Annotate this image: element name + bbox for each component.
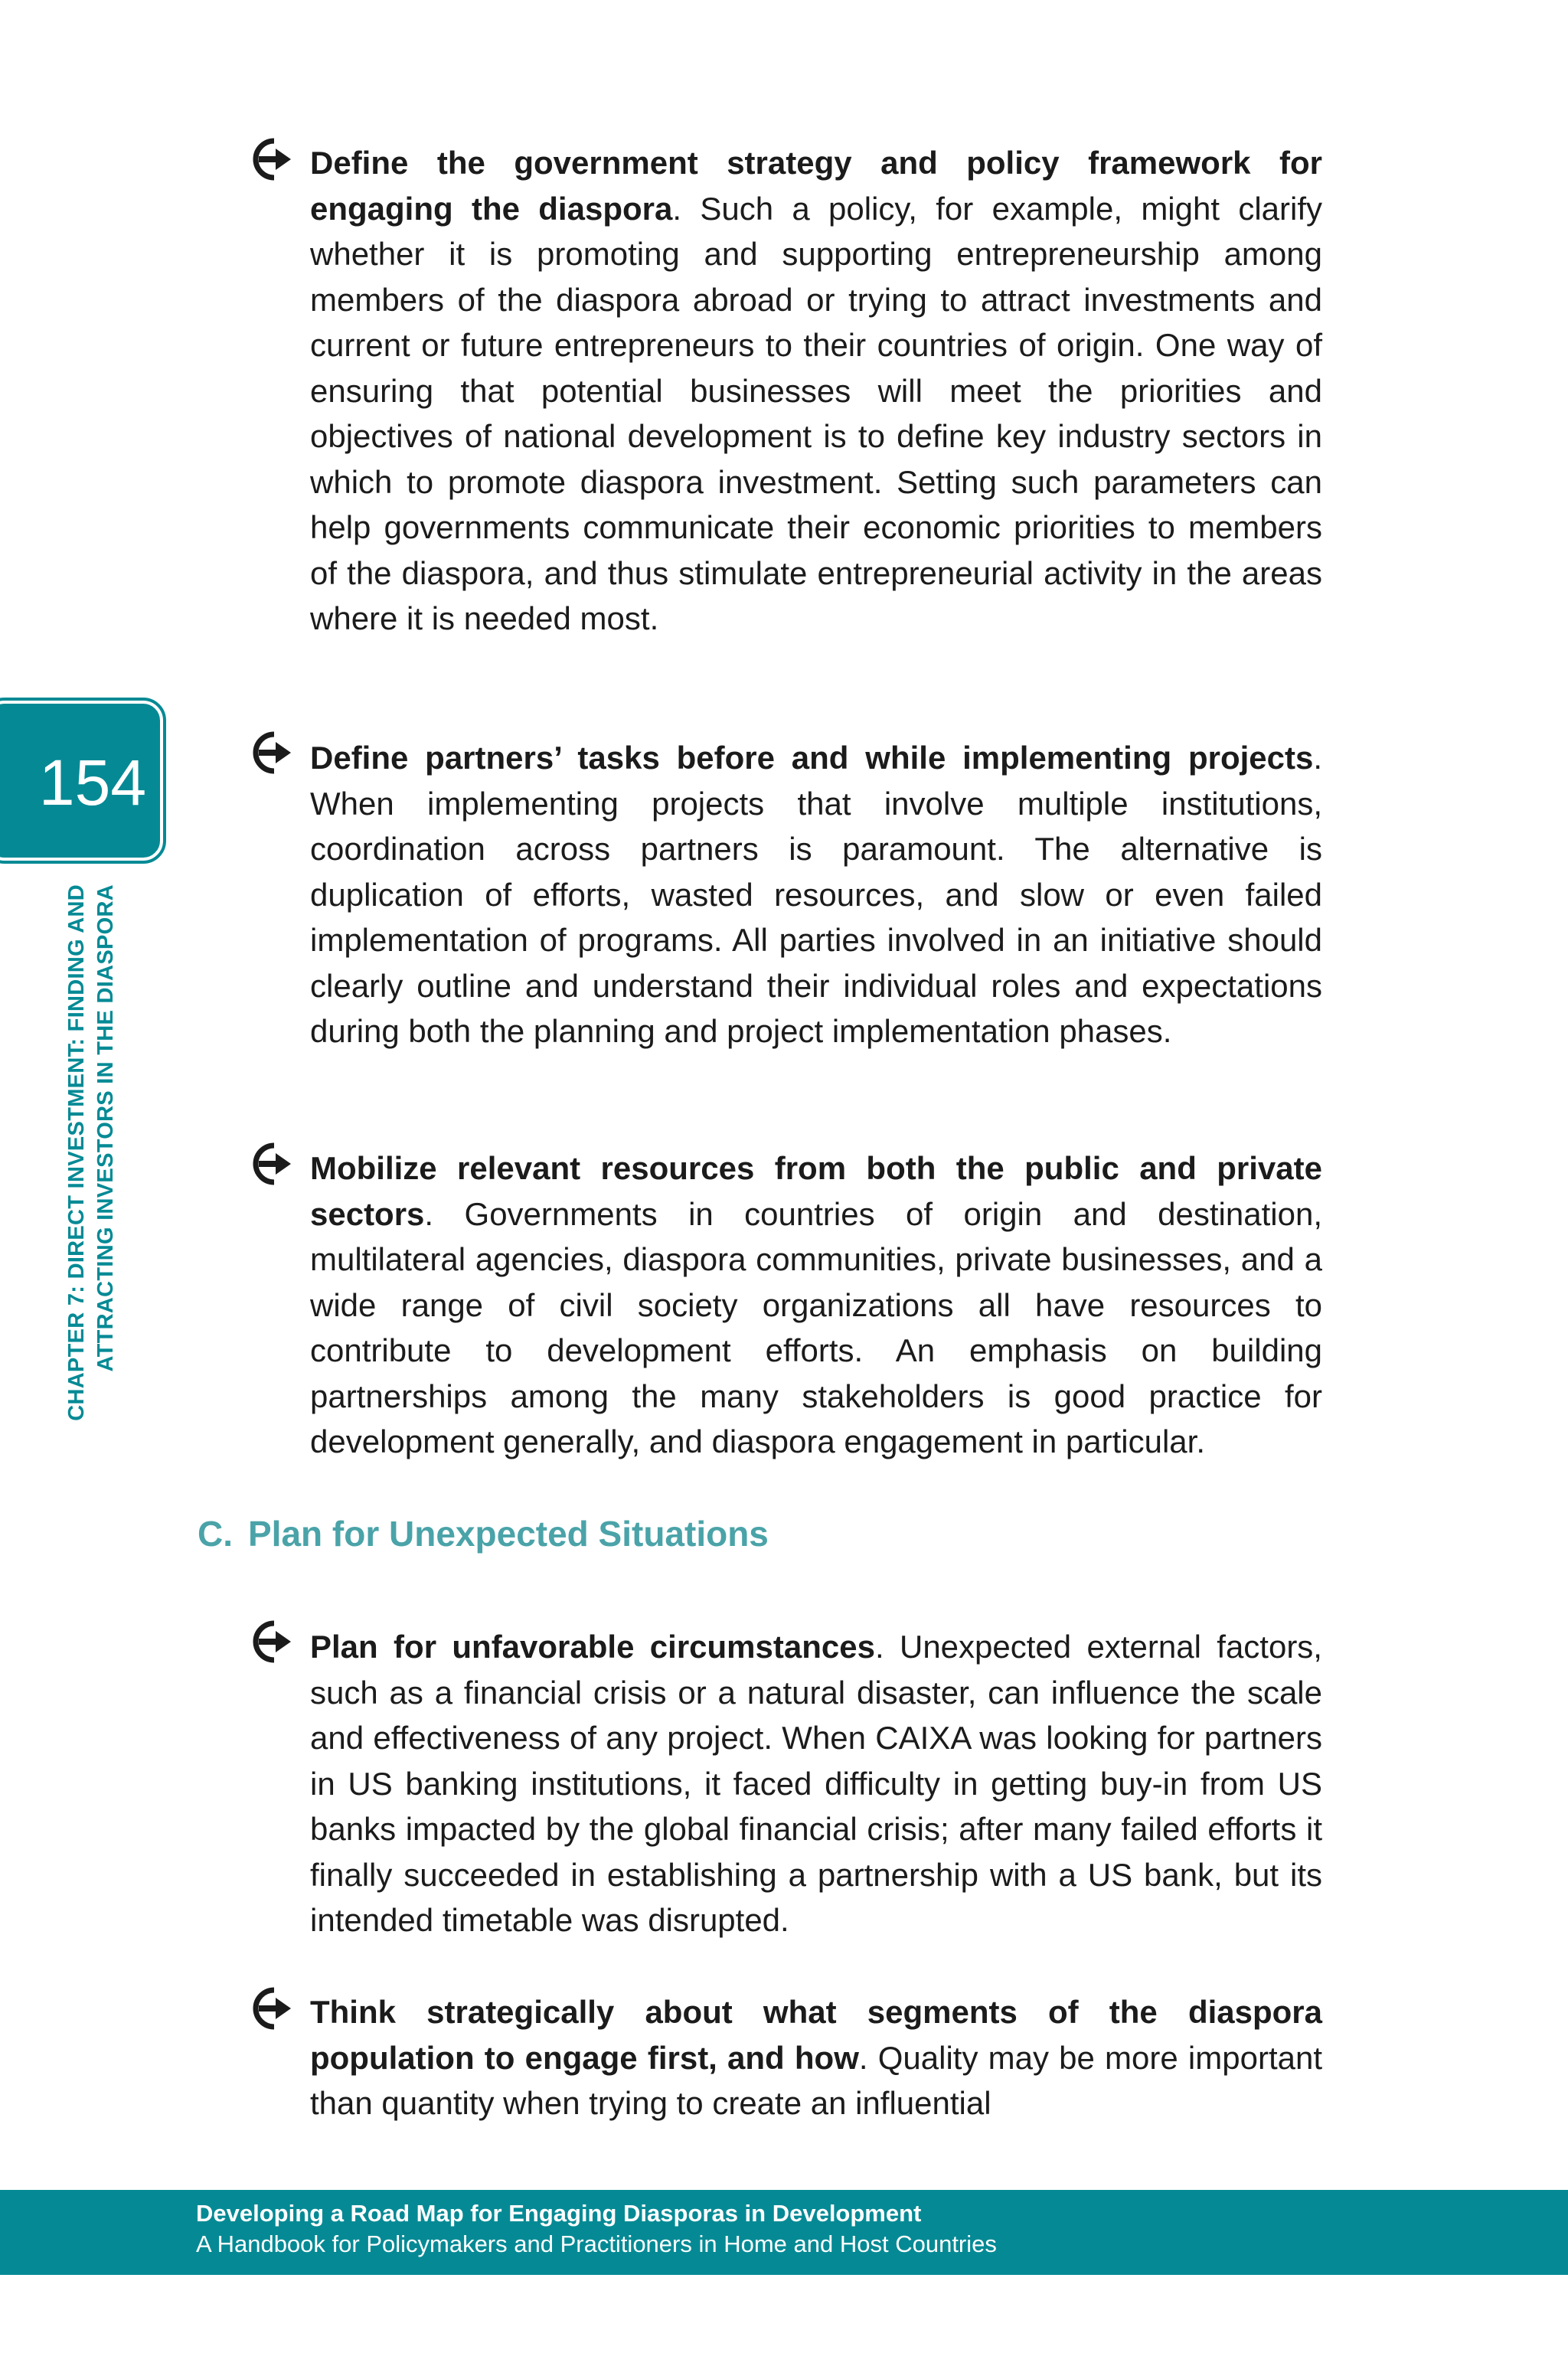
footer-title: Developing a Road Map for Engaging Diasporas in Development: [196, 2200, 922, 2227]
bullet-lead: Mobilize relevant resources from both the public and private sectors: [310, 1150, 1322, 1232]
chapter-title-line-2: ATTRACTING INVESTORS IN THE DIASPORA: [93, 884, 118, 1372]
arrow-bullet-icon: [253, 1620, 296, 1663]
bullet-lead: Define partners’ tasks before and while implementing projects: [310, 740, 1314, 776]
bullet-unfavorable-circumstances: [310, 1624, 1322, 1943]
arrow-bullet-icon: [253, 1987, 296, 2030]
bullet-lead: Define the government strategy and policy framework for engaging the diaspora: [310, 145, 1322, 227]
arrow-bullet-icon: [253, 138, 296, 181]
bullet-partners-tasks: [310, 735, 1322, 1054]
bullet-body: . When implementing projects that involve multiple institutions, coordination across partners is paramount. The alternative is duplication of efforts, wasted resources, and slow or even failed implementation of programs. All parties involved in an initiative should clearly outline and understand their individual roles and expectations during both the planning and project implementation phases.: [310, 740, 1322, 1049]
bullet-lead: Plan for unfavorable circumstances: [310, 1629, 875, 1665]
bullet-strategy-framework: [310, 140, 1322, 642]
page-number: 154: [38, 747, 147, 819]
section-title: Plan for Unexpected Situations: [248, 1514, 769, 1554]
arrow-bullet-icon: [253, 731, 296, 774]
bullet-think-strategically: [310, 1989, 1322, 2126]
bullet-body: . Such a policy, for example, might clarify whether it is promoting and supporting entrepreneurship among members of the diaspora abroad or trying to attract investments and current or future entrepreneurs to their countries of origin. One way of ensuring that potential businesses will meet the priorities and objectives of national development is to define key industry sectors in which to promote diaspora investment. Setting such parameters can help governments communicate their economic priorities to members of the diaspora, and thus stimulate entrepreneurial activity in the areas where it is needed most.: [310, 190, 1322, 636]
bullet-body: . Quality may be more important than quantity when trying to create an influential: [310, 2039, 1322, 2121]
bullet-body: . Unexpected external factors, such as a financial crisis or a natural disaster, can influence the scale and effectiveness of any project. When CAIXA was looking for partners in US banking institutions, it faced difficulty in getting buy-in from US banks impacted by the global financial crisis; after many failed efforts it finally succeeded in establishing a partnership with a US bank, but its intended timetable was disrupted.: [310, 1629, 1322, 1938]
chapter-title-line-1: CHAPTER 7: DIRECT INVESTMENT: FINDING AND: [64, 884, 89, 1421]
bullet-mobilize-resources: [310, 1145, 1322, 1465]
bullet-body: . Governments in countries of origin and destination, multilateral agencies, diaspora communities, private businesses, and a wide range of civil society organizations all have resources to contribute to development efforts. An emphasis on building partnerships among the many stakeholders is good practice for development generally, and diaspora engagement in particular.: [310, 1195, 1322, 1459]
bullet-lead: Think strategically about what segments of the diaspora population to engage first, and how: [310, 1994, 1322, 2076]
arrow-bullet-icon: [253, 1142, 296, 1185]
chapter-side-title: [62, 884, 123, 1466]
section-letter: C.: [198, 1514, 233, 1554]
section-heading: [198, 1513, 769, 1554]
footer-subtitle: A Handbook for Policymakers and Practitioners in Home and Host Countries: [196, 2230, 997, 2257]
